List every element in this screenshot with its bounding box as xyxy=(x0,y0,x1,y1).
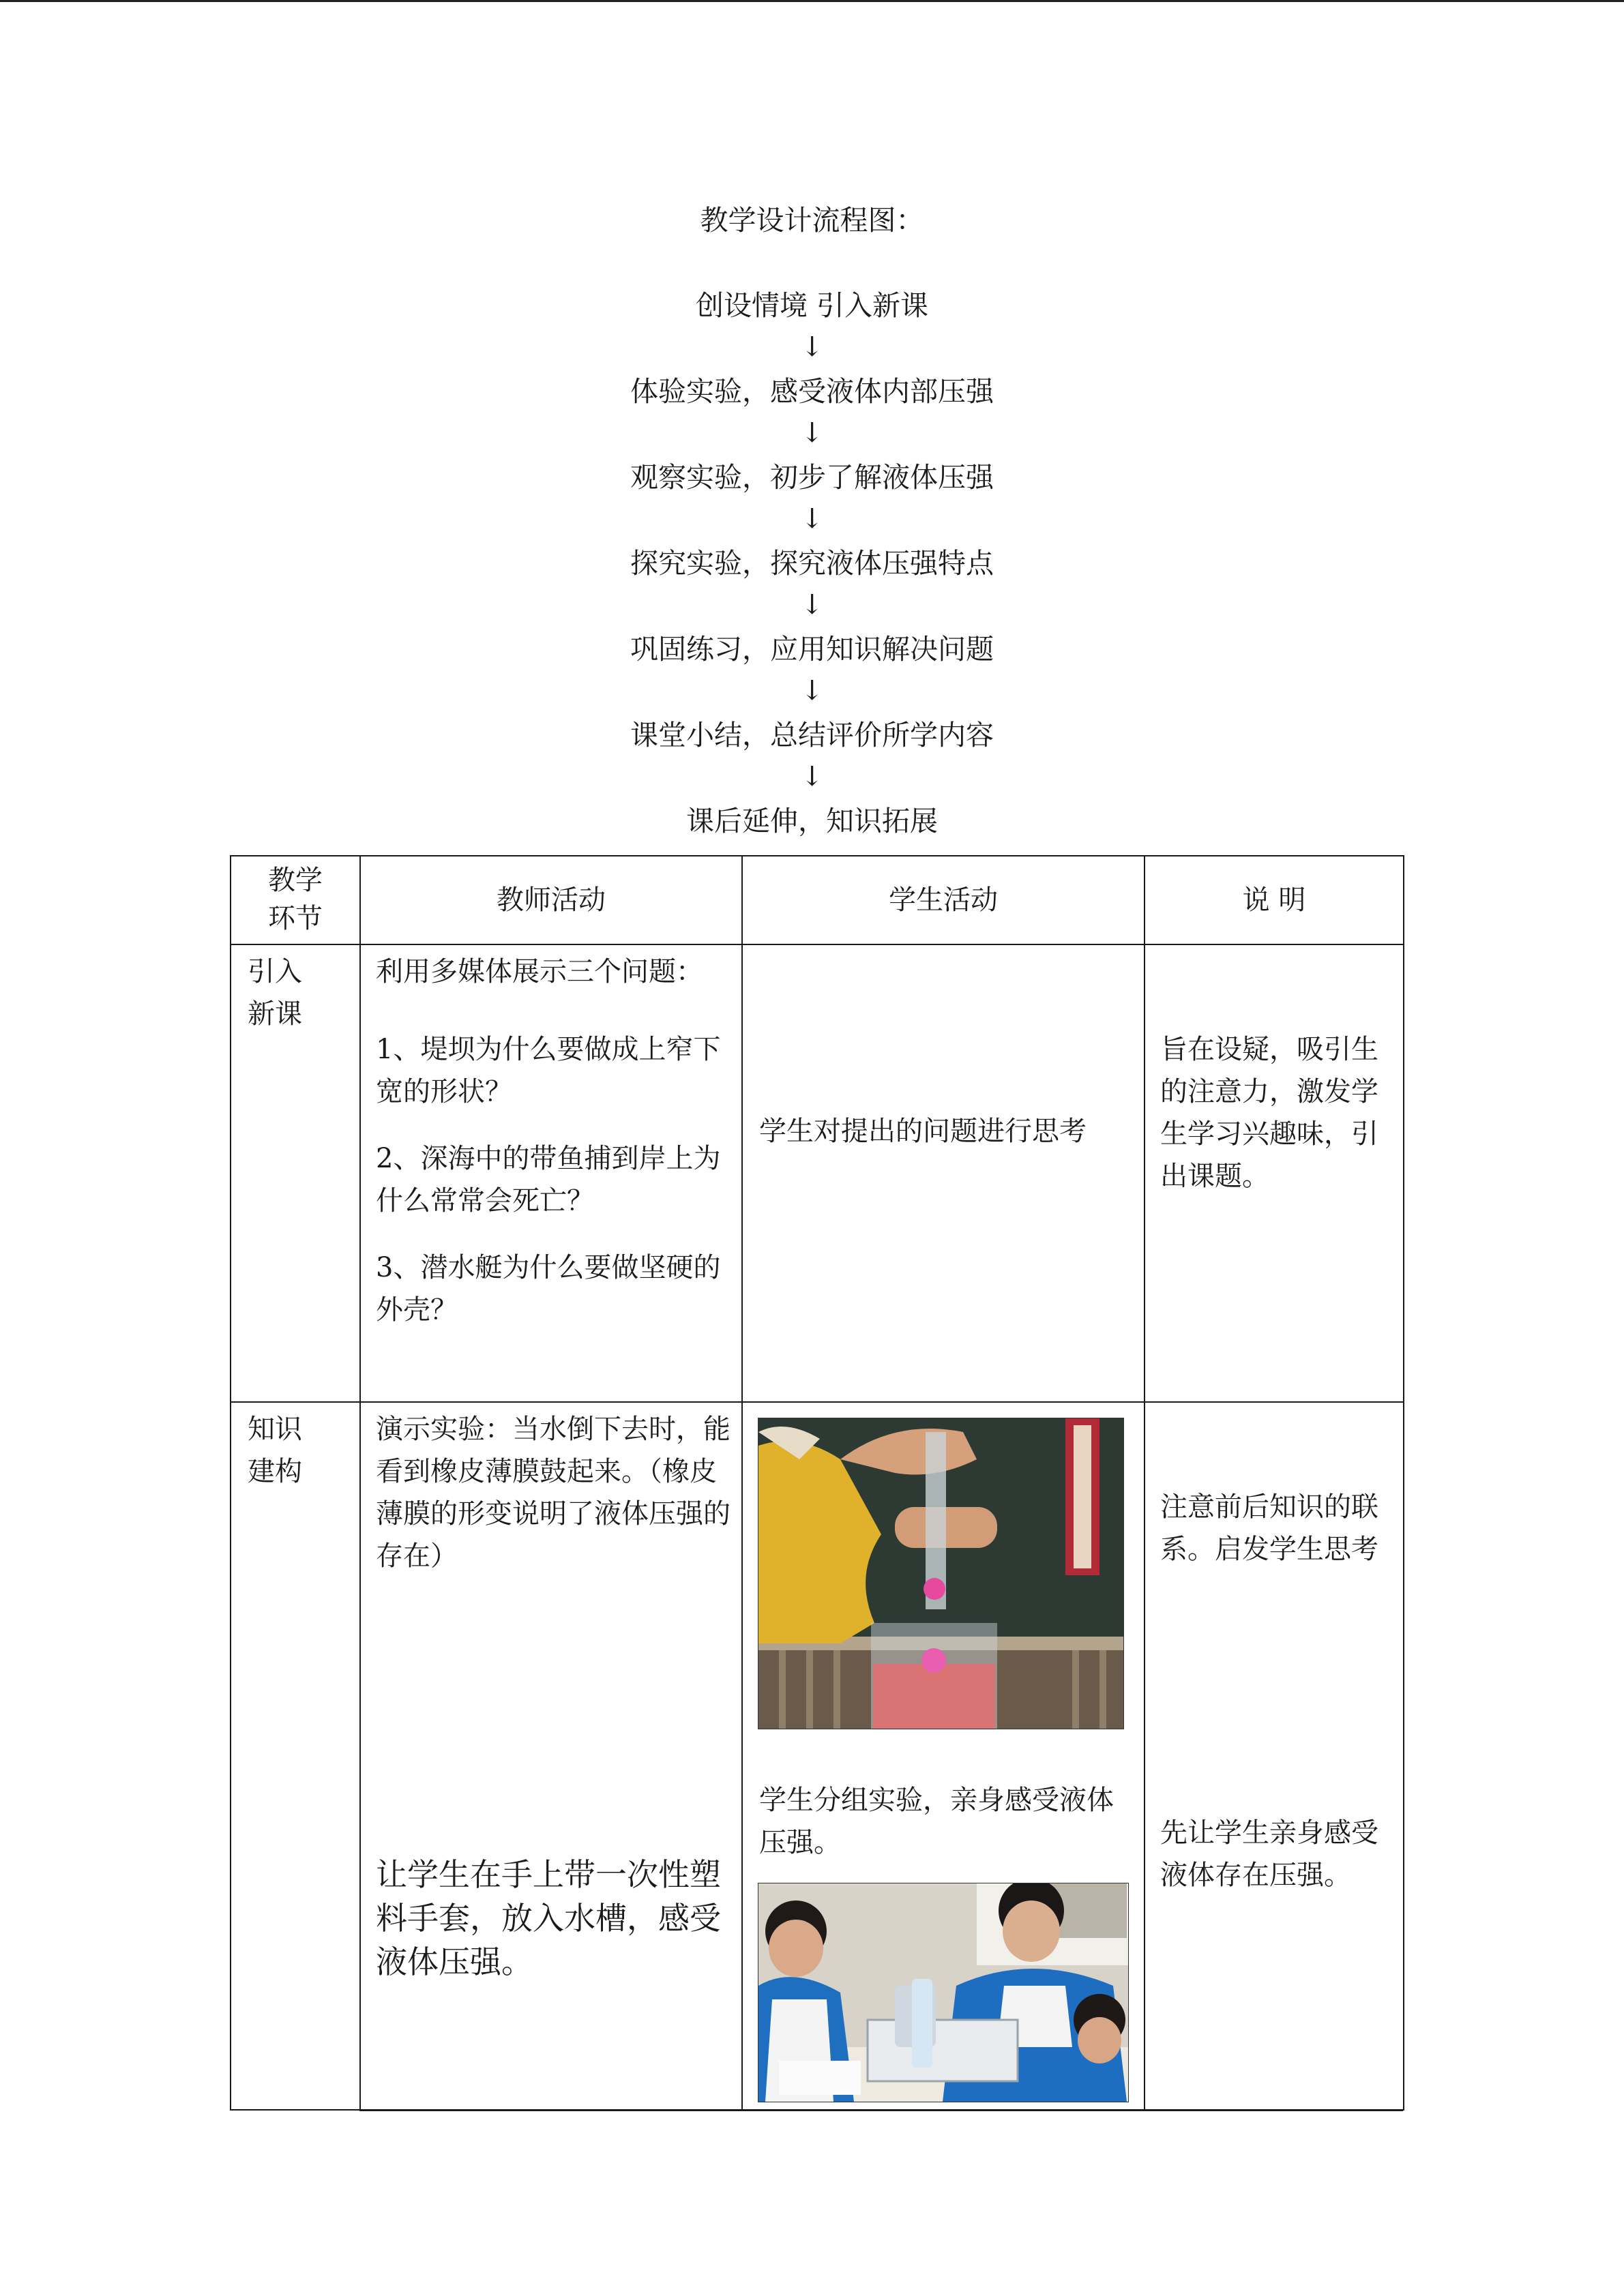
teacher-intro: 利用多媒体展示三个问题： xyxy=(376,956,703,987)
stage-label: 引入新课 xyxy=(248,956,302,1030)
note-demo-text: 注意前后知识的联系。启发学生思考 xyxy=(1160,1491,1378,1565)
page-top-rule xyxy=(0,0,1624,2)
student-cell xyxy=(742,944,1145,1402)
header-teacher: 教师活动 xyxy=(360,856,742,944)
down-arrow-icon: ↓ xyxy=(800,589,824,621)
student-cell xyxy=(742,1402,1145,2110)
table-bottom-double-rule xyxy=(359,2110,1403,2113)
lesson-plan-table xyxy=(230,855,1404,2111)
flowchart-title: 教学设计流程图： xyxy=(700,204,924,237)
note-cell xyxy=(1145,1402,1404,2110)
demo-experiment-text: 演示实验：当水倒下去时，能看到橡皮薄膜鼓起来。（橡皮薄膜的形变说明了液体压强的存在） xyxy=(376,1414,730,1572)
flow-step: 观察实验，初步了解液体压强 xyxy=(630,461,994,494)
note-text: 旨在设疑，吸引生的注意力，激发学生学习兴趣味，引出课题。 xyxy=(1160,1034,1378,1192)
flow-step: 创设情境 引入新课 xyxy=(695,289,929,322)
teacher-demo-photo xyxy=(758,1418,1124,1729)
question-2: 2、深海中的带鱼捕到岸上为什么常常会死亡？ xyxy=(376,1143,721,1217)
question-3: 3、潜水艇为什么要做坚硬的外壳？ xyxy=(376,1252,721,1326)
note-glove-text: 先让学生亲身感受液体存在压强。 xyxy=(1160,1817,1378,1891)
student-group-text: 学生分组实验，亲身感受液体压强。 xyxy=(759,1785,1114,1858)
question-1: 1、堤坝为什么要做成上窄下宽的形状？ xyxy=(376,1034,721,1107)
down-arrow-icon: ↓ xyxy=(800,503,824,535)
flow-step: 课堂小结，总结评价所学内容 xyxy=(630,719,994,751)
teacher-cell xyxy=(360,1402,742,2110)
demo-photo-illustration xyxy=(758,1418,1123,1729)
student-group-photo xyxy=(758,1883,1129,2102)
table-header-row xyxy=(231,856,1404,944)
table-row xyxy=(231,944,1404,1402)
header-student: 学生活动 xyxy=(742,856,1145,944)
table-row xyxy=(231,1402,1404,2110)
glove-activity-text: 让学生在手上带一次性塑料手套，放入水槽，感受液体压强。 xyxy=(376,1856,721,1980)
flow-step: 体验实验，感受液体内部压强 xyxy=(630,375,994,408)
group-photo-illustration xyxy=(758,1883,1128,2102)
down-arrow-icon: ↓ xyxy=(800,331,824,363)
note-cell xyxy=(1145,944,1404,1402)
stage-label: 知识建构 xyxy=(248,1414,302,1487)
down-arrow-icon: ↓ xyxy=(800,675,824,706)
student-activity: 学生对提出的问题进行思考 xyxy=(759,1116,1087,1147)
flow-step: 巩固练习，应用知识解决问题 xyxy=(630,633,994,666)
down-arrow-icon: ↓ xyxy=(800,417,824,449)
teacher-cell xyxy=(360,944,742,1402)
down-arrow-icon: ↓ xyxy=(800,761,824,792)
header-note: 说 明 xyxy=(1145,856,1404,944)
flow-step: 探究实验，探究液体压强特点 xyxy=(630,547,994,580)
flow-step: 课后延伸，知识拓展 xyxy=(686,805,938,837)
header-stage: 教学环节 xyxy=(231,856,360,944)
stage-cell xyxy=(231,944,360,1402)
stage-cell xyxy=(231,1402,360,2110)
